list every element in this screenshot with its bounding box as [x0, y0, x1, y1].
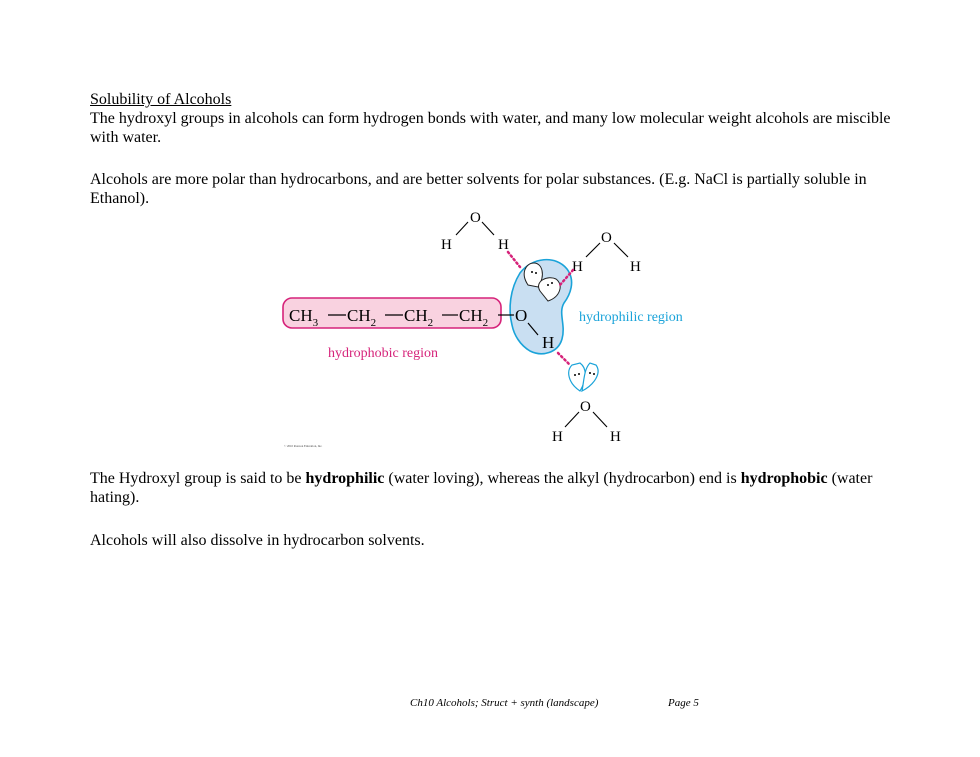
- hydrophobic-region-label: hydrophobic region: [328, 346, 439, 361]
- svg-text:CH3: $CH_3$: [289, 306, 319, 329]
- svg-text:CH2: $CH_2$: [404, 306, 434, 329]
- paragraph-hydrogen-bonds: The hydroxyl groups in alcohols can form hydrogen bonds with water, and many low molecular weight alcohols are miscible with water.: [90, 110, 891, 146]
- section-heading: Solubility of Alcohols: [90, 91, 232, 108]
- svg-text:O: O: [580, 399, 591, 415]
- footer-page-number: Page 5: [668, 697, 699, 709]
- paragraph-polarity: Alcohols are more polar than hydrocarbons, and are better solvents for polar substances. (E.g. NaCl is partially soluble in Ethanol).: [90, 171, 867, 207]
- svg-text:H: H: [498, 237, 509, 253]
- paragraph-hydrophilic-hydrophobic: The Hydroxyl group is said to be hydrophilic (water loving), whereas the alkyl (hydrocarbon) end is hydrophobic (water hating).: [90, 470, 873, 506]
- water-molecule-top-left: [441, 210, 509, 253]
- svg-text:H: H: [542, 333, 555, 352]
- water-molecule-bottom: [552, 399, 621, 445]
- svg-text:H: H: [610, 429, 621, 445]
- lone-pair-lobe-bottom: [582, 363, 598, 391]
- svg-text:O: O: [515, 306, 528, 325]
- svg-text:H: H: [441, 237, 452, 253]
- hydrophilic-region-label: hydrophilic region: [579, 310, 683, 325]
- water-molecule-top-right: [572, 230, 641, 275]
- term-hydrophobic: hydrophobic: [740, 470, 828, 487]
- svg-text:CH2: $CH_2$: [459, 306, 489, 329]
- svg-text:H: H: [630, 259, 641, 275]
- footer-chapter-title: Ch10 Alcohols; Struct + synth (landscape): [410, 697, 599, 709]
- svg-text:H: H: [572, 259, 583, 275]
- term-hydrophilic: hydrophilic: [305, 470, 385, 487]
- svg-text:CH2: $CH_2$: [347, 306, 377, 329]
- svg-text:O: O: [470, 210, 481, 226]
- svg-text:H: H: [552, 429, 563, 445]
- paragraph-hydrocarbon-solvents: Alcohols will also dissolve in hydrocarbon solvents.: [90, 532, 425, 549]
- svg-text:O: O: [601, 230, 612, 246]
- figure-copyright: © 2010 Pearson Education, Inc.: [284, 444, 323, 448]
- alcohol-solubility-diagram: [270, 205, 710, 455]
